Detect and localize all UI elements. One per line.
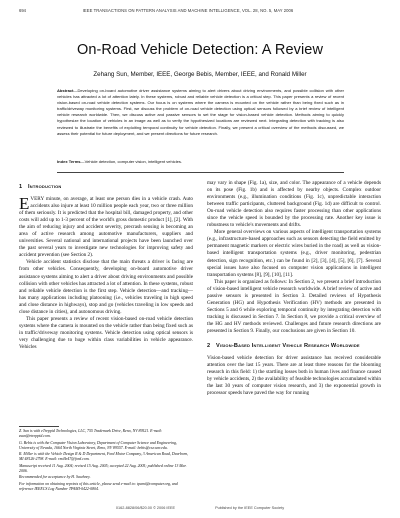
running-header xyxy=(19,6,381,14)
section-1-heading xyxy=(19,184,193,191)
footnote-affiliation-bebis: G. Bebis is with the Computer Vision Laboratory, Department of Computer Science and Engineering, University of Nevada, 1664 North Virginia Street, Reno, NV 89557. E-mail: bebis@cse.unr.edu. xyxy=(19,440,177,450)
footnote-affiliation-sun: Z. Sun is with eTreppid Technologies, LLC, 755 Trademark Drive, Reno, NV 89521. E-mail: zsun@etreppid.com. xyxy=(19,429,163,439)
copyright-line: 0162-8828/06/$20.00 © 2006 IEEE xyxy=(115,506,176,510)
abstract xyxy=(57,88,344,137)
section-2-title: Vision-Based Intelligent Vehicle Research Worldwide xyxy=(216,343,360,350)
intro-paragraph-5: More general overviews on various aspects of intelligent transportation systems (e.g., infrastructure-based approaches such as sensors detecting the field emitted by permanent magnetic markers or electric wires buried in the road) as well as vision-based intelligent transportation systems (e.g., driver monitoring, pedestrian detection, sign recognition, etc.) can be found in [2], [3], [4], [5], [6], [7]. Several special issues have also focused on computer vision applications in intelligent transportation systems [8], [9], [10], [11]. xyxy=(207,229,381,278)
intro-paragraph-1: EVERY minute, on average, at least one person dies in a vehicle crash. Auto accidents also injure at least 10 million people each year, two or three million of them seriously. It is predicted that the hospital bill, damaged property, and other costs will add up to 1-3 percent of the world's gross domestic product [1], [2]. With the aim of reducing injury and accident severity, precrash sensing is becoming an area of active research among automotive manufacturers, suppliers and universities. Several national and international projects have been launched over the past several years to investigate new technologies for improving safety and accident prevention (see Section 2). xyxy=(19,194,193,259)
abstract-label: Abstract xyxy=(57,88,74,93)
section-1-title: Introduction xyxy=(28,184,62,190)
intro-paragraph-6: This paper is organized as follows: In Section 2, we present a brief introduction of vision-based intelligent vehicle research worldwide. A brief review of active and passive sensors is presented in Section 3. Detailed reviews of Hypothesis Generation (HG) and Hypothesis Verification (HV) methods are presented in Sections 5 and 6 while exploring temporal continuity by integrating detection with tracking is discussed in Section 7. In Section 8, we provide a critical overview of the HG and HV methods reviewed. Challenges and future research directions are presented in Section 9. Finally, our conclusions are given in Section 10. xyxy=(207,278,381,334)
footnote-recommended: Recommended for acceptance by H. Sawhney. xyxy=(19,475,91,480)
section-2-paragraph-1: Vision-based vehicle detection for driver assistance has received considerable attention over the last 15 years. There are at least three reasons for the blooming research in this field: 1) the startling losses both in human lives and finance caused by vehicle accidents, 2) the availability of feasible technologies accumulated within the last 30 years of computer vision research, and 3) the exponential growth in processor speeds have paved the way for running xyxy=(207,355,381,397)
publisher-line: Published by the IEEE Computer Society xyxy=(215,506,285,510)
page-number: 694 xyxy=(19,7,26,13)
footnotes xyxy=(19,429,193,493)
right-column xyxy=(207,180,381,397)
index-terms-text: —Vehicle detection, computer vision, intelligent vehicles. xyxy=(80,159,182,164)
left-column xyxy=(19,180,193,351)
section-1-number: 1 xyxy=(19,184,23,190)
intro-paragraph-2: Vehicle accident statistics disclose that the main threats a driver is facing are from other vehicles. Consequently, developing on-board automotive driver assistance systems aiming to alert a driver about driving environments and possible collision with other vehicles has attracted a lot of attention. In these systems, robust and reliable vehicle detection is the first step. Vehicle detection—and tracking—has many applications including platooning (i.e., vehicles traveling in high speed and close distance in highways), stop and go (vehicles traveling in low speeds and close distance in cities), and autonomous driving. xyxy=(19,259,193,315)
intro-paragraph-4: may vary in shape (Fig. 1a), size, and color. The appearance of a vehicle depends on its pose (Fig. 1b) and is affected by nearby objects. Complex outdoor environments (e.g., illumination conditions (Fig. 1c), unpredictable interaction between traffic participants, cluttered background (Fig. 1d) are difficult to control. On-road vehicle detection also requires faster processing than other applications since the vehicle speed is bounded by the processing rate. Another key issue is robustness to vehicle's movements and drifts. xyxy=(207,180,381,229)
page-footer xyxy=(19,506,381,510)
footnote-manuscript-dates: Manuscript received 11 Aug. 2004; revised 15 Aug. 2005; accepted 22 Aug. 2005; published online 13 Mar. 2006. xyxy=(19,463,187,474)
author-line: Zehang Sun, Member, IEEE, George Bebis, Member, IEEE, and Ronald Miller xyxy=(93,71,307,78)
section-2-number: 2 xyxy=(207,343,211,350)
section-2-heading xyxy=(207,343,381,350)
intro-paragraph-3: This paper presents a review of recent vision-based on-road vehicle detection systems where the camera is mounted on the vehicle rather than being fixed such as in traffic/driveway monitoring systems. Vehicle detection using optical sensors is very challenging due to huge within class variabilities in vehicle appearance. Vehicles xyxy=(19,315,193,350)
index-terms xyxy=(57,159,344,164)
journal-name: IEEE TRANSACTIONS ON PATTERN ANALYSIS AND MACHINE INTELLIGENCE, VOL. 28, NO. 5, MAY 2006 xyxy=(82,7,294,13)
drop-cap: E xyxy=(19,194,30,213)
footnote-rule xyxy=(19,426,59,427)
index-terms-label: Index Terms xyxy=(57,159,81,164)
footnote-affiliation-miller: R. Miller is with the Vehicle Design R & D Department, Ford Motor Company, 3 American Road, Dearborn, MI 48126-2798. E-mail: rmille47@ford.com. xyxy=(19,452,189,462)
paper-title: On-Road Vehicle Detection: A Review xyxy=(76,42,324,58)
footnote-reprints: For information on obtaining reprints of this article, please send e-mail to: tpami@computer.org, and reference IEEECS Log Number TPAMI-0422-0804. xyxy=(19,481,178,491)
abstract-text: —Developing on-board automotive driver assistance systems aiming to alert drivers about driving environments, and possible collision with other vehicles has attracted a lot of attention lately. In these systems, robust and reliable vehicle detection is a critical step. This paper presents a review of recent vision-based on-road vehicle detection systems. Our focus is on systems where the camera is mounted on the vehicle rather than being fixed such as in traffic/driveway monitoring systems. First, we discuss the problem of on-road vehicle detection using optical sensors followed by a brief review of intelligent vehicle research worldwide. Then, we discuss active and passive sensors to set the stage for vision-based vehicle detection. Methods aiming to quickly hypothesize the location of vehicles in an image as well as to verify the hypothesized locations are reviewed next. Integrating detection with tracking is also reviewed to illustrate the benefits of exploiting temporal continuity for vehicle detection. Finally, we present a critical overview of the methods discussed, we assess their potential for future deployment, and we present directions for future research. xyxy=(57,88,344,136)
section-divider xyxy=(57,172,344,173)
